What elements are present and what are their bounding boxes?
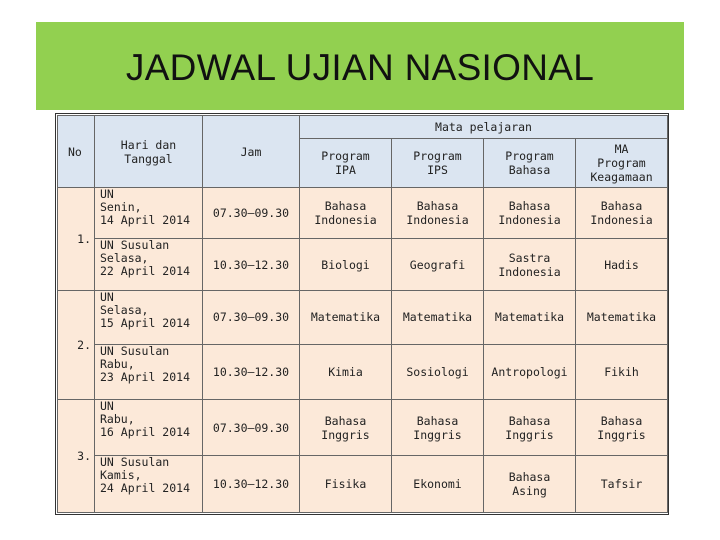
header-ipa-label: Program IPA (321, 149, 370, 177)
header-jam: Jam (203, 116, 300, 188)
subject-ips (392, 456, 484, 513)
subject-ma (576, 399, 668, 456)
subject-ma (576, 345, 668, 400)
subject-ma (576, 456, 668, 513)
subject-ipa (300, 399, 392, 456)
subject-bahasa-text: Bahasa Inggris (505, 413, 554, 442)
exam-day-makeup-text: UN Susulan Rabu, 23 April 2014 (100, 344, 191, 385)
subject-ips-text: Bahasa Inggris (413, 413, 462, 442)
table-row (58, 188, 668, 239)
header-ips-label: Program IPS (413, 149, 462, 177)
header-mata-pelajaran: Mata pelajaran (300, 116, 668, 139)
title-banner (36, 22, 684, 110)
subject-bahasa (484, 290, 576, 345)
row-number: 3. (58, 399, 95, 512)
subject-ma (576, 290, 668, 345)
subject-ips-text: Geografi (409, 257, 466, 272)
subject-ipa (300, 456, 392, 513)
subject-ma-text: Tafsir (600, 477, 643, 492)
subject-ma-text: Hadis (604, 257, 639, 272)
exam-day-makeup-text: UN Susulan Kamis, 24 April 2014 (100, 455, 191, 496)
page-title: JADWAL UJIAN NASIONAL (125, 47, 595, 88)
exam-day-main-text: UN Rabu, 16 April 2014 (100, 398, 191, 439)
subject-ma (576, 188, 668, 239)
exam-time: 07.30–09.30 (203, 290, 300, 345)
exam-time: 10.30–12.30 (203, 239, 300, 290)
subject-ips (392, 188, 484, 239)
header-hari-tanggal (95, 116, 203, 188)
exam-day-makeup (95, 345, 203, 400)
subject-ma-text: Fikih (604, 364, 639, 379)
subject-bahasa-text: Sastra Indonesia (498, 250, 561, 279)
exam-day-makeup-text: UN Susulan Selasa, 22 April 2014 (100, 238, 191, 279)
row-number: 2. (58, 290, 95, 399)
subject-ipa (300, 290, 392, 345)
subject-ips-text: Bahasa Indonesia (406, 199, 469, 228)
schedule-table (57, 115, 668, 513)
schedule-table-frame (55, 113, 669, 515)
header-program-ipa (300, 139, 392, 188)
subject-ipa-text: Matematika (310, 310, 381, 325)
subject-ips (392, 345, 484, 400)
exam-time: 10.30–12.30 (203, 345, 300, 400)
exam-time: 07.30–09.30 (203, 399, 300, 456)
subject-ma-text: Bahasa Indonesia (590, 199, 653, 228)
header-program-ips (392, 139, 484, 188)
subject-ma (576, 239, 668, 290)
subject-ips-text: Sosiologi (406, 364, 469, 379)
subject-ips (392, 239, 484, 290)
exam-time: 07.30–09.30 (203, 188, 300, 239)
header-ma-label: MA Program Keagamaan (590, 142, 653, 184)
subject-ipa-text: Kimia (328, 364, 363, 379)
table-row (58, 399, 668, 456)
subject-ma-text: Matematika (586, 310, 657, 325)
subject-ipa-text: Bahasa Indonesia (314, 199, 377, 228)
exam-day-main-text: UN Selasa, 15 April 2014 (100, 289, 191, 330)
exam-time: 10.30–12.30 (203, 456, 300, 513)
header-bahasa-label: Program Bahasa (505, 149, 554, 177)
subject-ips-text: Matematika (402, 310, 473, 325)
subject-ips-text: Ekonomi (413, 477, 462, 492)
header-hari-label: Hari dan Tanggal (120, 137, 177, 166)
subject-bahasa (484, 188, 576, 239)
exam-day-main (95, 290, 203, 345)
header-no: No (58, 116, 95, 188)
subject-bahasa (484, 239, 576, 290)
table-row (58, 456, 668, 513)
subject-ipa (300, 345, 392, 400)
subject-ipa-text: Fisika (324, 477, 367, 492)
subject-ips (392, 399, 484, 456)
subject-bahasa (484, 456, 576, 513)
table-row (58, 345, 668, 400)
header-program-bahasa (484, 139, 576, 188)
exam-day-makeup (95, 456, 203, 513)
subject-ipa-text: Biologi (321, 257, 370, 272)
subject-ips (392, 290, 484, 345)
subject-ipa (300, 239, 392, 290)
subject-bahasa (484, 345, 576, 400)
row-number: 1. (58, 188, 95, 291)
subject-ma-text: Bahasa Inggris (597, 413, 646, 442)
subject-bahasa-text: Matematika (494, 310, 565, 325)
table-row (58, 239, 668, 290)
table-row (58, 290, 668, 345)
exam-day-main-text: UN Senin, 14 April 2014 (100, 187, 191, 227)
header-program-ma (576, 139, 668, 188)
subject-ipa-text: Bahasa Inggris (321, 413, 370, 442)
subject-bahasa-text: Bahasa Indonesia (498, 199, 561, 228)
subject-bahasa-text: Antropologi (491, 364, 568, 379)
subject-bahasa (484, 399, 576, 456)
subject-ipa (300, 188, 392, 239)
subject-bahasa-text: Bahasa Asing (508, 470, 551, 499)
exam-day-main (95, 188, 203, 239)
exam-day-makeup (95, 239, 203, 290)
exam-day-main (95, 399, 203, 456)
